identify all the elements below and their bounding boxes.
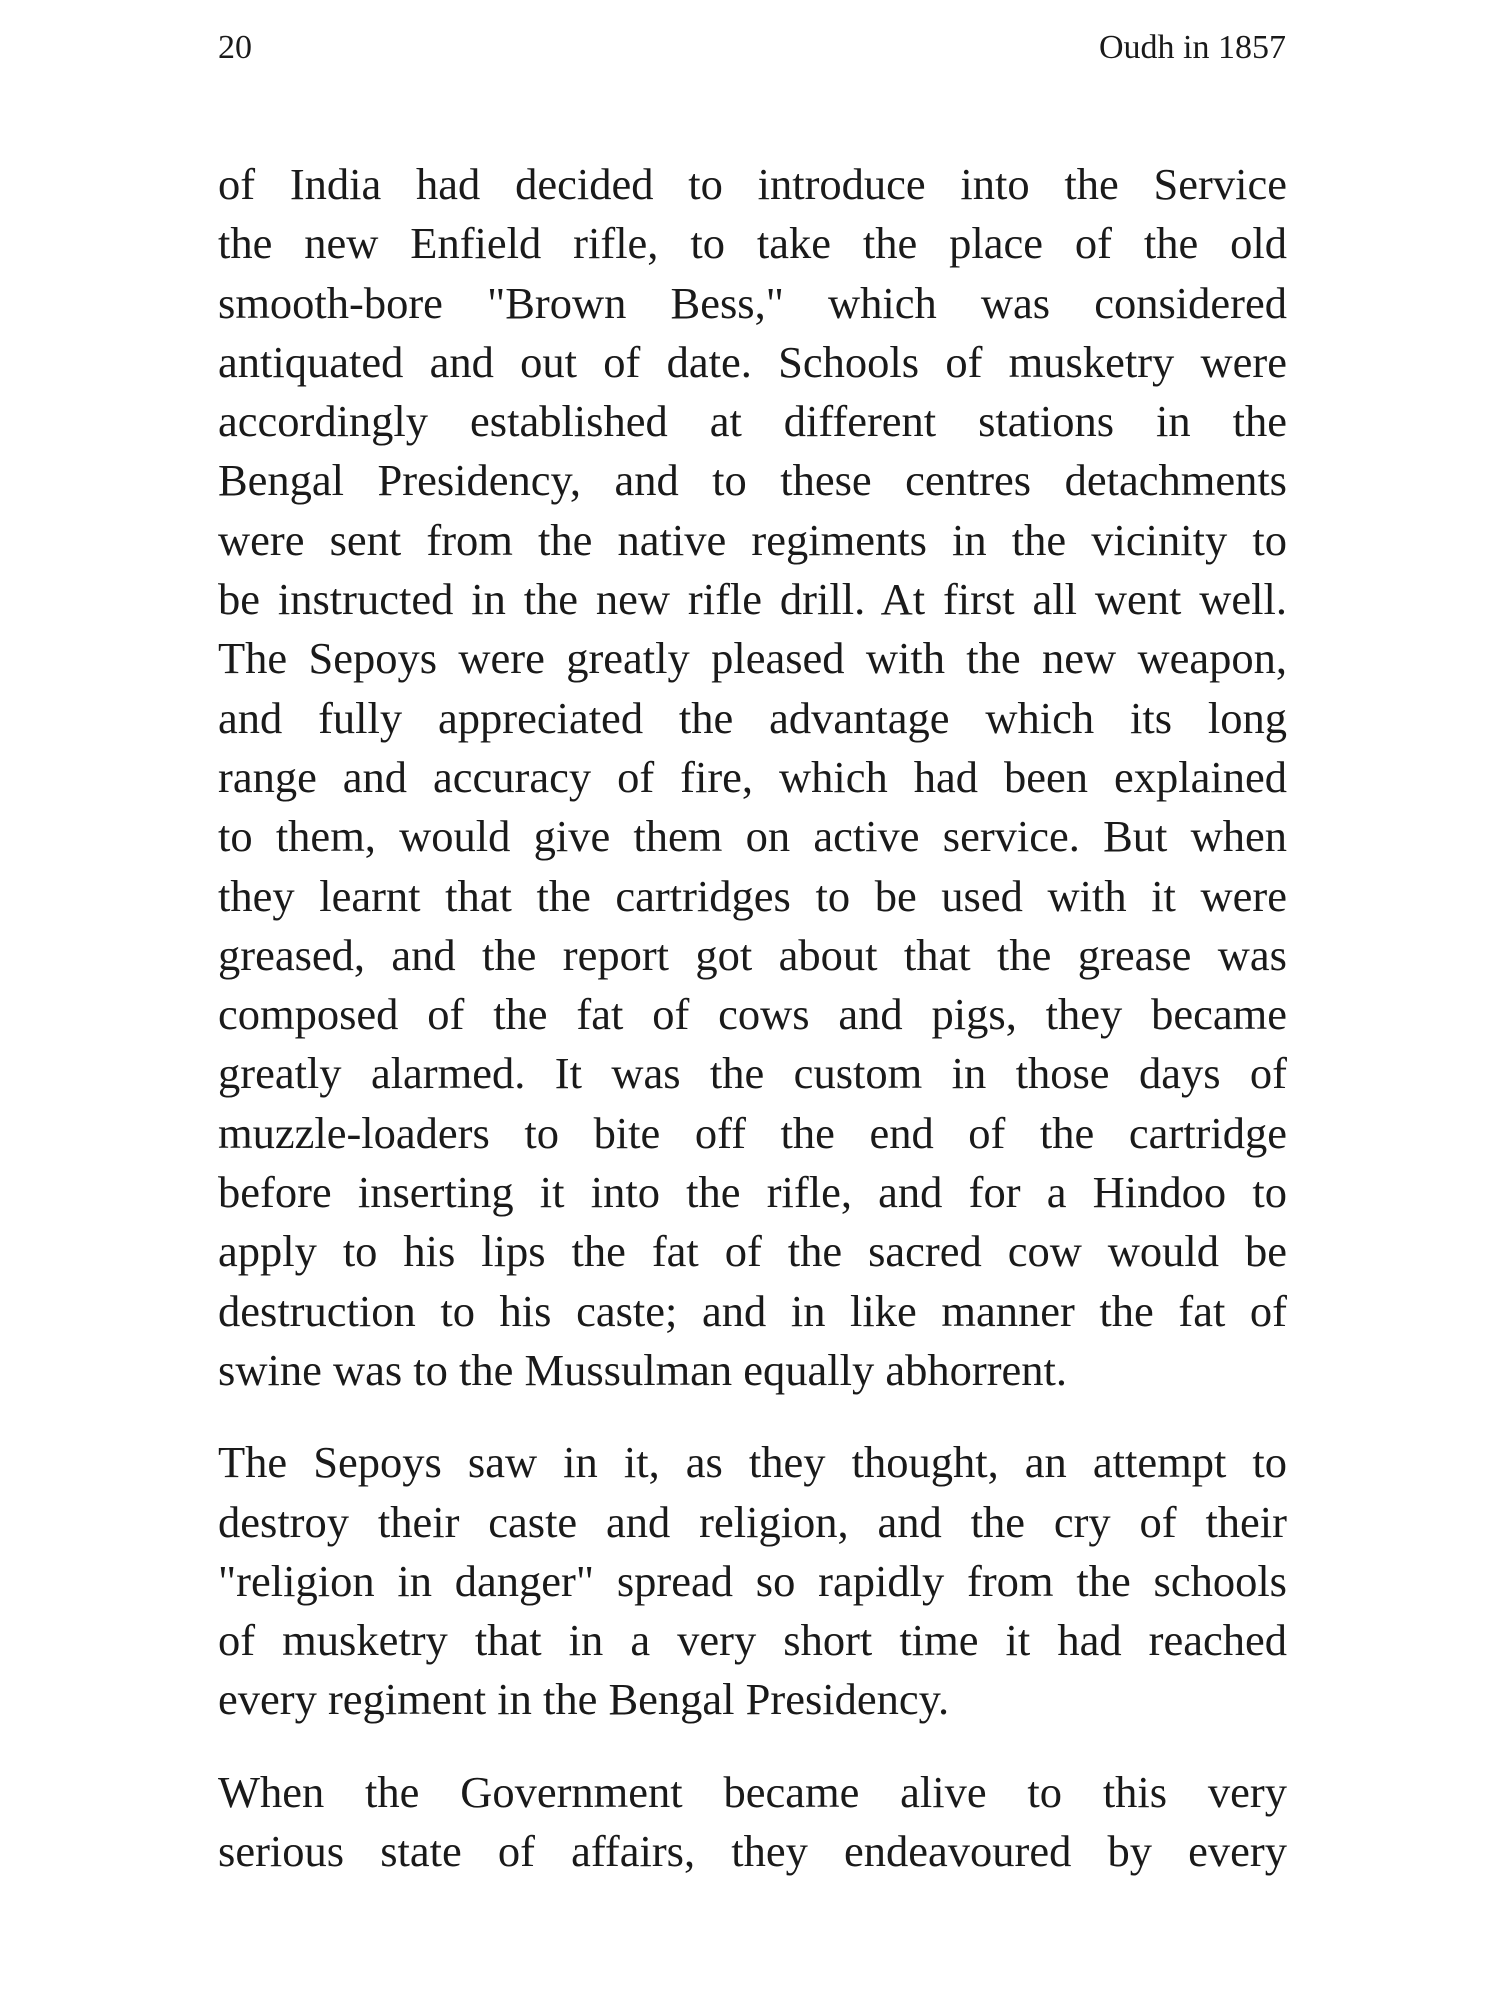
text-line: be instructed in the new rifle drill. At first all went well. <box>218 574 1287 625</box>
text-line: composed of the fat of cows and pigs, they became <box>218 989 1287 1040</box>
text-line: "religion in danger" spread so rapidly from the schools <box>218 1555 1287 1606</box>
text-line: smooth-bore "Brown Bess," which was considered <box>218 277 1287 328</box>
paragraph-3 <box>218 1763 1287 1882</box>
text-line: every regiment in the Bengal Presidency. <box>218 1674 950 1725</box>
text-line: range and accuracy of fire, which had been explained <box>218 751 1287 802</box>
text-line: The Sepoys were greatly pleased with the new weapon, <box>218 633 1287 684</box>
text-line: and fully appreciated the advantage which its long <box>218 692 1287 743</box>
text-line: greased, and the report got about that the grease was <box>218 929 1287 980</box>
text-line: destroy their caste and religion, and the cry of their <box>218 1496 1287 1547</box>
text-line: accordingly established at different stations in the <box>218 396 1287 447</box>
text-line: apply to his lips the fat of the sacred cow would be <box>218 1226 1287 1277</box>
paragraph-1 <box>218 155 1287 1400</box>
paragraph-2 <box>218 1433 1287 1729</box>
text-line: they learnt that the cartridges to be used with it were <box>218 870 1287 921</box>
text-line: destruction to his caste; and in like manner the fat of <box>218 1285 1287 1336</box>
text-line: were sent from the native regiments in the vicinity to <box>218 514 1287 565</box>
running-head <box>218 18 1286 78</box>
text-line: muzzle-loaders to bite off the end of the cartridge <box>218 1107 1287 1158</box>
body-text <box>218 155 1287 1881</box>
text-line: serious state of affairs, they endeavoured by every <box>218 1826 1287 1877</box>
text-line: When the Government became alive to this very <box>218 1766 1287 1817</box>
text-line: The Sepoys saw in it, as they thought, an attempt to <box>218 1437 1287 1488</box>
running-title: Oudh in 1857 <box>1099 29 1286 66</box>
text-line: greatly alarmed. It was the custom in those days of <box>218 1048 1287 1099</box>
text-line: to them, would give them on active service. But when <box>218 811 1287 862</box>
text-line: antiquated and out of date. Schools of musketry were <box>218 336 1287 387</box>
page-number: 20 <box>218 29 252 66</box>
text-line: the new Enfield rifle, to take the place of the old <box>218 218 1287 269</box>
text-line: before inserting it into the rifle, and for a Hindoo to <box>218 1167 1287 1218</box>
text-line: Bengal Presidency, and to these centres detachments <box>218 455 1287 506</box>
text-line: of India had decided to introduce into the Service <box>218 159 1287 209</box>
text-line: of musketry that in a very short time it had reached <box>218 1615 1287 1666</box>
text-line: swine was to the Mussulman equally abhorrent. <box>218 1344 1068 1395</box>
